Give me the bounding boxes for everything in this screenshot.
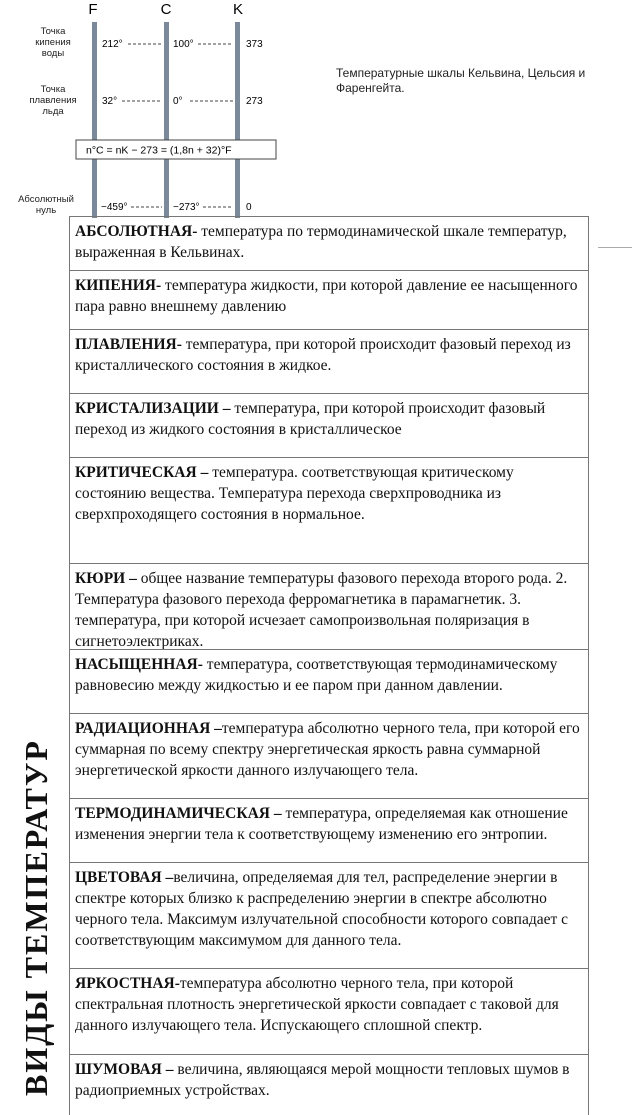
definition-boiling: температура жидкости, при которой давление ее насыщенного пара равно внешнему давлению — [75, 277, 578, 315]
melting-value-c: 0° — [173, 96, 183, 107]
melting-label-line-3: льда — [42, 106, 64, 117]
definition-color: величина, определяемая для тел, распределение энергии в спектре которых близко к распределению энергии в спектре абсолютно черного тела. Максимум излучательной способности которого совпадает с соответствующим максимумом для данного тела. — [75, 869, 569, 949]
table-row — [69, 969, 589, 1055]
boiling-value-k: 373 — [246, 39, 263, 50]
definition-brightness: температура абсолютно черного тела, при которой спектральная плотность энергетической яркости совпадает с таковой для данного излучающего тела. Испускающего сплошной спектр. — [75, 975, 559, 1034]
table-row — [69, 394, 589, 458]
absolute-label-line-2: нуль — [35, 205, 57, 216]
table-row — [69, 458, 589, 564]
side-label-temperature-types: ВИДЫ ТЕМПЕРАТУР — [18, 739, 54, 1096]
term-saturated: НАСЫЩЕННАЯ- — [75, 656, 203, 673]
definition-saturated: температура, соответствующая термодинамическому равновесию между жидкостью и ее паром при данном давлении. — [75, 656, 558, 694]
table-row — [69, 330, 589, 394]
absolute-label-line-1: Абсолютный — [18, 194, 74, 205]
definition-radiation: температура абсолютно черного тела, при которой его суммарная по всему спектру энергетическая яркость равна суммарной энергетической яркости данного излучающего тела. — [75, 720, 580, 779]
term-boiling: КИПЕНИЯ- — [75, 277, 162, 294]
scale-letter-f: F — [88, 1, 98, 18]
celsius-scale-bar — [164, 22, 169, 218]
definition-curie: общее название температуры фазового перехода второго рода. 2. Температура фазового перехода ферромагнетика в парамагнетик. 3. температура, при которой исчезает самопроизвольная поляризация в сигнетоэлектриках. — [75, 570, 568, 650]
definition-noise: величина, являющаяся мерой мощности тепловых шумов в радиоприемных устройствах. — [75, 1061, 570, 1099]
table-row — [69, 863, 589, 969]
boiling-label-line-1: Точка — [40, 26, 66, 37]
term-absolute: АБСОЛЮТНАЯ- — [75, 223, 198, 240]
definition-melting: температура, при которой происходит фазовый переход из кристаллического состояния в жидкое. — [75, 336, 571, 374]
conversion-formula: n°C = nK − 273 = (1,8n + 32)°F — [86, 144, 232, 157]
term-crystallization: КРИСТАЛИЗАЦИИ – — [75, 400, 231, 417]
term-melting: ПЛАВЛЕНИЯ- — [75, 336, 182, 353]
diagram-caption: Температурные шкалы Кельвина, Цельсия и Фаренгейта. — [336, 66, 586, 95]
boiling-value-f: 212° — [102, 39, 123, 50]
table-row — [69, 217, 589, 271]
scale-letter-k: K — [232, 1, 244, 18]
boiling-label-line-2: кипения — [35, 37, 71, 48]
term-curie: КЮРИ – — [75, 570, 137, 587]
melting-label-line-2: плавления — [29, 95, 77, 106]
table-row — [69, 564, 589, 650]
kelvin-scale-bar — [235, 22, 240, 218]
definition-crystallization: температура, при которой происходит фазовый переход из жидкого состояния в кристаллическое — [75, 400, 546, 438]
scale-letter-c: C — [160, 1, 172, 18]
fahrenheit-scale-bar — [92, 22, 97, 218]
term-thermodynamic: ТЕРМОДИНАМИЧЕСКАЯ – — [75, 805, 282, 822]
table-row — [69, 650, 589, 714]
table-row — [69, 799, 589, 863]
melting-point-label — [29, 84, 76, 117]
table-row — [69, 271, 589, 330]
temperature-types-table — [69, 216, 589, 1115]
definition-absolute: температура по термодинамической шкале температур, выраженная в Кельвинах. — [75, 223, 567, 261]
term-radiation: РАДИАЦИОННАЯ – — [75, 720, 222, 737]
table-row — [69, 1055, 589, 1115]
decorative-line — [598, 247, 632, 248]
melting-label-line-1: Точка — [40, 84, 66, 95]
absolute-value-k: 0 — [246, 202, 252, 213]
boiling-label-line-3: воды — [41, 48, 65, 59]
temperature-scales-diagram — [0, 0, 632, 222]
definition-critical: температура. соответствующая критическому состоянию вещества. Температура перехода сверхпроводника из сверхпроходящего состояния в нормальное. — [75, 464, 514, 523]
melting-value-f: 32° — [102, 96, 118, 107]
melting-value-k: 273 — [246, 96, 263, 107]
absolute-value-f: −459° — [101, 202, 128, 213]
term-color: ЦВЕТОВАЯ – — [75, 869, 174, 886]
boiling-value-c: 100° — [173, 39, 194, 50]
absolute-zero-label — [18, 194, 74, 216]
boiling-point-label — [35, 26, 71, 59]
term-brightness: ЯРКОСТНАЯ- — [75, 975, 180, 992]
term-noise: ШУМОВАЯ – — [75, 1061, 174, 1078]
term-critical: КРИТИЧЕСКАЯ – — [75, 464, 209, 481]
table-row — [69, 714, 589, 799]
absolute-value-c: −273° — [173, 202, 200, 213]
definition-thermodynamic: температура, определяемая как отношение изменения энергии тела к соответствующему изменению его энтропии. — [75, 805, 568, 843]
